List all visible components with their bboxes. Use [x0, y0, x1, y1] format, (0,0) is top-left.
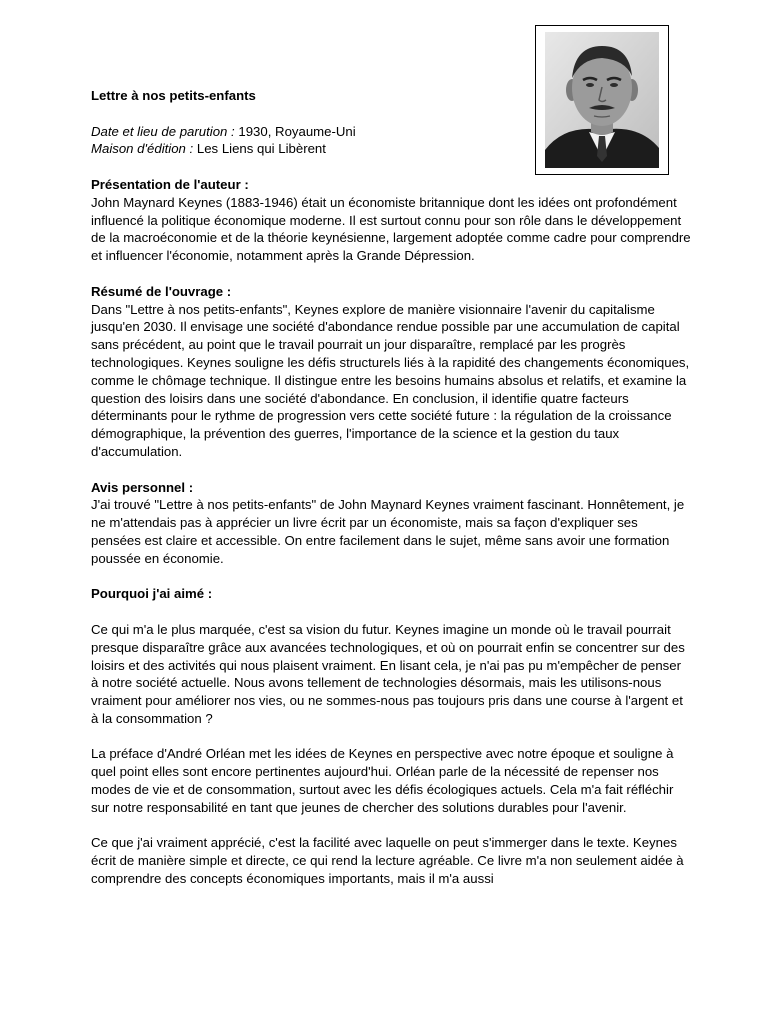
document-body [91, 87, 691, 888]
author-heading: Présentation de l'auteur : [91, 176, 249, 192]
publisher-label: Maison d'édition : [91, 141, 194, 157]
why-paragraph-1: Ce qui m'a le plus marquée, c'est sa vision du futur. Keynes imagine un monde où le travail pourrait presque disparaître grâce aux avancées technologiques, et où on pourrait enfin se concentrer sur des loisirs et des activités qui nous plaisent vraiment. En lisant cela, je n'ai pas pu m'empêcher de penser à notre société actuelle. Nous avons tellement de technologies désormais, mais les utilisons-nous vraiment pour améliorer nos vies, ou ne sommes-nous pas toujours pris dans une course à l'argent et à la consommation ? [91, 621, 685, 726]
summary-text: Dans "Lettre à nos petits-enfants", Keynes explore de manière visionnaire l'avenir du capitalisme jusqu'en 2030. Il envisage une société d'abondance rendue possible par une accumulation de capital sans précédent, au point que le travail pourrait un jour disparaître, remplacé par les progrès technologiques. Keynes souligne les défis structurels liés à la rapidité des changements économiques, comme le chômage technique. Il distingue entre les besoins humains absolus et relatifs, et examine la question des loisirs dans une société d'abondance. En conclusion, il identifie quatre facteurs déterminants pour le rythme de progression vers cette société future : la régulation de la croissance démographique, la prévention des guerres, l'importance de la science et la gestion du taux d'accumulation. [91, 301, 690, 459]
publication-date-label: Date et lieu de parution : [91, 123, 235, 139]
publisher-line [91, 140, 691, 158]
publication-date-value: 1930, Royaume-Uni [238, 123, 356, 139]
why-paragraph-3: Ce que j'ai vraiment apprécié, c'est la facilité avec laquelle on peut s'immerger dans le texte. Keynes écrit de manière simple et directe, ce qui rend la lecture agréable. Ce livre m'a non seulement aidée à comprendre des concepts économiques importants, mais il m'a aussi [91, 835, 684, 887]
publisher-value: Les Liens qui Libèrent [196, 141, 326, 157]
summary-heading: Résumé de l'ouvrage : [91, 283, 232, 299]
opinion-heading: Avis personnel : [91, 479, 194, 495]
publication-date-line [91, 123, 691, 141]
why-paragraph-2: La préface d'André Orléan met les idées de Keynes en perspective avec notre époque et souligne à quel point elles sont encore pertinentes aujourd'hui. Orléan parle de la nécessité de repenser nos modes de vie et de consommation, surtout avec les défis écologiques actuels. Cela m'a fait réfléchir sur notre responsabilité en tant que jeunes de chercher des solutions durables pour l'avenir. [91, 746, 674, 815]
document-title: Lettre à nos petits-enfants [91, 88, 256, 103]
why-heading: Pourquoi j'ai aimé : [91, 586, 213, 602]
opinion-text: J'ai trouvé "Lettre à nos petits-enfants" de John Maynard Keynes vraiment fascinant. Honnêtement, je ne m'attendais pas à apprécier un livre écrit par un économiste, mais sa façon d'expliquer ses pensées est claire et accessible. On entre facilement dans le sujet, même sans avoir une formation poussée en économie. [91, 497, 685, 566]
author-text: John Maynard Keynes (1883-1946) était un économiste britannique dont les idées ont profondément influencé la politique économique moderne. Il est surtout connu pour son rôle dans le développement de la macroéconomie et de la théorie keynésienne, largement adoptée comme cadre pour comprendre et influencer l'économie, notamment après la Grande Dépression. [91, 194, 691, 264]
